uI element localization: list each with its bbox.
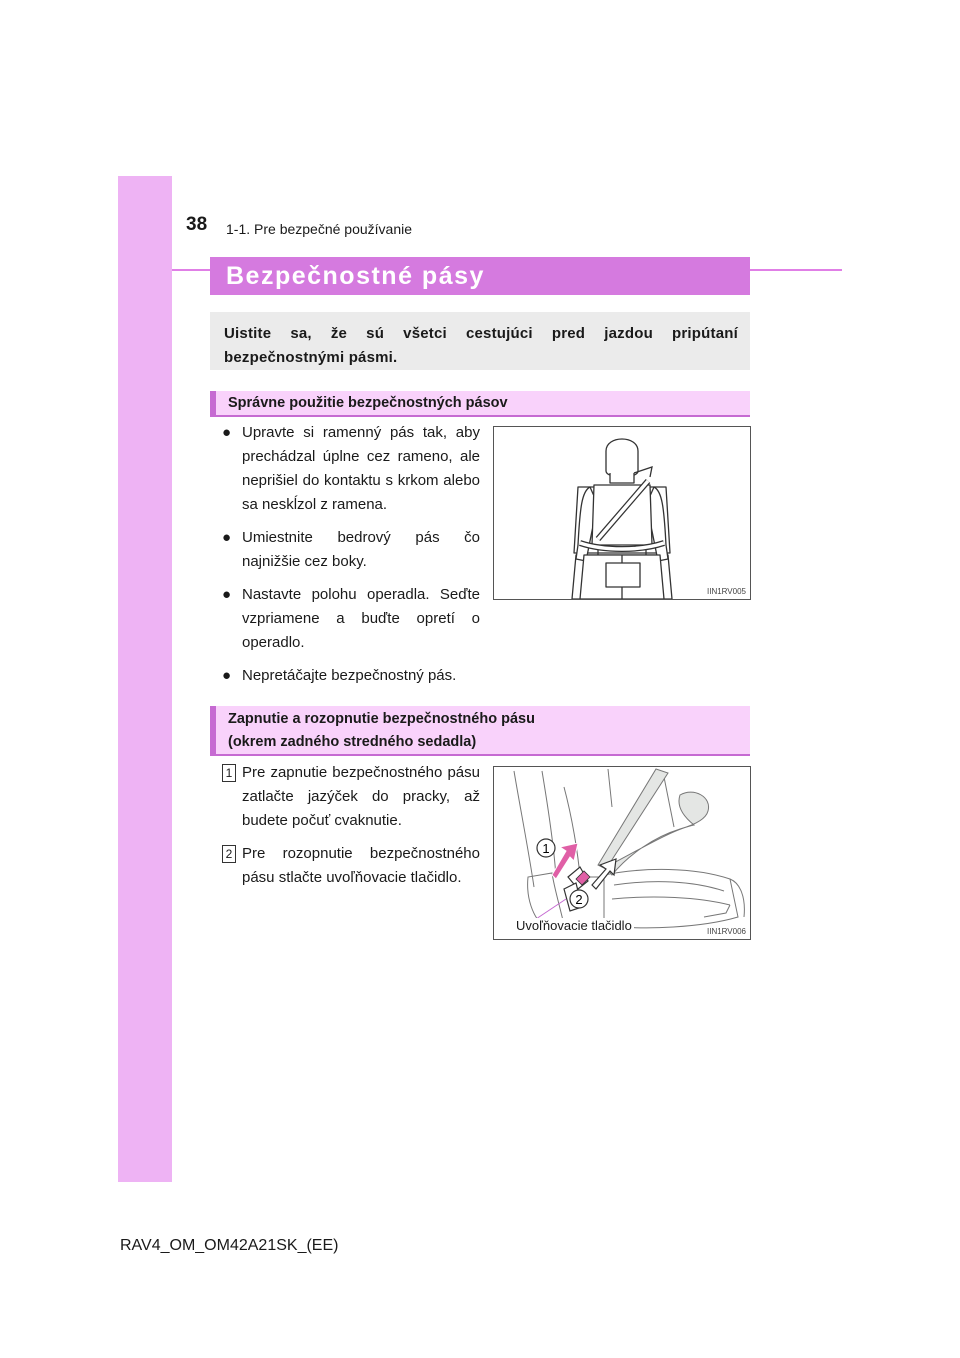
page-title: Bezpečnostné pásy: [226, 262, 485, 290]
section-heading-fasten: [210, 706, 750, 756]
section-heading-fasten-line1: Zapnutie a rozopnutie bezpečnostného pásu: [228, 711, 535, 727]
bullet-icon: ●: [222, 586, 232, 603]
list-item: [222, 583, 480, 655]
usage-bullet-list: [222, 421, 480, 697]
page-title-bar: [210, 257, 750, 295]
figure-code: IIN1RV006: [707, 927, 746, 936]
bullet-text: Nepretáčajte bezpečnostný pás.: [242, 667, 457, 684]
bullet-text: Upravte si ramenný pás tak, aby prechádzal úplne cez rameno, ale neprišiel do kontaktu s krkom alebo sa neskĺzol z ramena.: [242, 424, 480, 513]
list-item: [222, 842, 480, 890]
seated-person-illustration: [494, 427, 750, 599]
step-text: Pre zapnutie bezpečnostného pásu zatlačte jazýček do pracky, až budete počuť cvaknutie.: [242, 764, 480, 829]
step-text: Pre rozopnutie bezpečnostného pásu stlačte uvoľňovacie tlačidlo.: [242, 845, 480, 886]
bullet-text: Umiestnite bedrový pás čo najnižšie cez boky.: [242, 529, 480, 570]
page-number: 38: [186, 214, 208, 235]
seated-person-figure: [493, 426, 751, 600]
buckle-figure: [493, 766, 751, 940]
list-item: [222, 526, 480, 574]
intro-text: Uistite sa, že sú všetci cestujúci pred jazdou pripútaní bezpečnostnými pásmi.: [224, 325, 738, 366]
bullet-icon: ●: [222, 424, 232, 441]
side-band: [118, 176, 172, 1182]
section-heading-usage-text: Správne použitie bezpečnostných pásov: [228, 395, 508, 411]
figure-code: IIN1RV005: [707, 587, 746, 596]
buckle-illustration: [494, 767, 750, 939]
intro-box: [210, 312, 750, 370]
bullet-icon: ●: [222, 667, 232, 684]
list-item: [222, 761, 480, 833]
step-number-badge: 2: [222, 845, 236, 863]
step-number-badge: 1: [222, 764, 236, 782]
bullet-icon: ●: [222, 529, 232, 546]
section-breadcrumb: 1-1. Pre bezpečné používanie: [226, 221, 413, 237]
figure-marker-2: 2: [575, 892, 583, 907]
figure-marker-1: 1: [542, 841, 550, 856]
section-heading-usage: [210, 391, 750, 417]
section-heading-fasten-line2: (okrem zadného stredného sedadla): [228, 734, 477, 750]
document-code-footer: RAV4_OM_OM42A21SK_(EE): [120, 1237, 339, 1254]
figure-caption: Uvoľňovacie tlačidlo: [516, 918, 632, 933]
list-item: [222, 664, 480, 688]
fasten-step-list: [222, 761, 480, 899]
bullet-text: Nastavte polohu operadla. Seďte vzpriamene a buďte opretí o operadlo.: [242, 586, 480, 651]
list-item: [222, 421, 480, 517]
